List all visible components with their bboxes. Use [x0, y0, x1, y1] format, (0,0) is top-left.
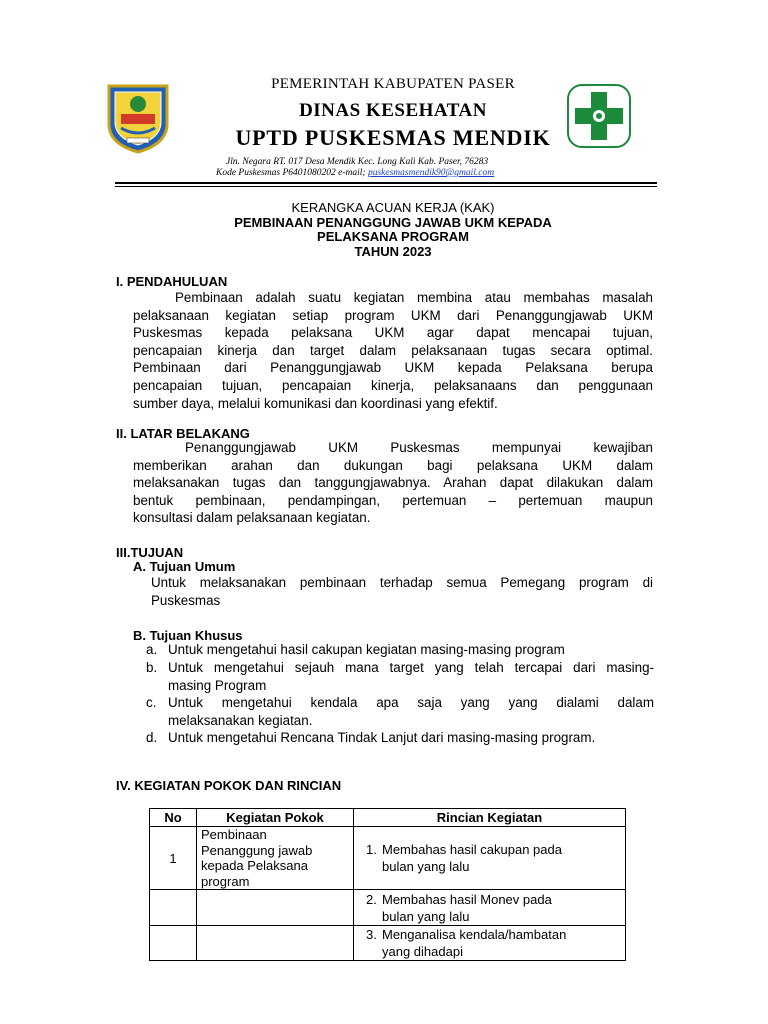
rincian-item — [366, 926, 621, 960]
column-header-no: No — [150, 809, 197, 827]
section-heading-latar-belakang: II. LATAR BELAKANG — [116, 426, 250, 441]
table-row — [150, 827, 626, 890]
rincian-line: Menganalisa kendala/hambatan — [382, 927, 567, 942]
paragraph-line: Puskesmas — [151, 592, 221, 608]
latar-belakang-paragraph — [133, 439, 653, 527]
list-item-text: Untuk mengetahui hasil cakupan kegiatan masing-masing program — [168, 642, 565, 657]
cell-kegiatan-pokok — [197, 827, 354, 890]
table-row — [150, 890, 626, 926]
list-marker: c. — [146, 695, 157, 710]
cell-line: program — [201, 873, 250, 889]
rincian-number: 2. — [366, 891, 377, 907]
cell-kegiatan-pokok — [197, 890, 354, 926]
rincian-line: yang dihadapi — [382, 944, 463, 959]
subheading-tujuan-umum: A. Tujuan Umum — [133, 559, 236, 574]
cell-line: kepada Pelaksana — [201, 858, 308, 873]
tujuan-umum-paragraph — [151, 574, 653, 609]
cell-rincian — [354, 890, 626, 926]
cell-no — [150, 926, 197, 961]
rincian-line: bulan yang lalu — [382, 908, 470, 924]
letterhead-address: Jln. Negara RT. 017 Desa Mendik Kec. Long Kali Kab. Paser, 76283 — [226, 157, 489, 167]
section-heading-tujuan: III.TUJUAN — [116, 545, 184, 560]
table-row — [150, 926, 626, 961]
kegiatan-table — [149, 808, 626, 961]
doc-title-kak: KERANGKA ACUAN KERJA (KAK) — [291, 200, 495, 215]
paragraph-line: pelaksanaan kegiatan setiap program UKM dari Penanggungjawab UKM — [133, 307, 653, 323]
letterhead-code-line — [216, 168, 494, 178]
paragraph-line: bentuk pembinaan, pendampingan, pertemuan – pertemuan maupun — [133, 492, 653, 508]
rincian-item — [366, 841, 621, 875]
paragraph-line: memberikan arahan dan dukungan bagi pelaksana UKM dalam — [133, 457, 653, 473]
cell-no — [150, 890, 197, 926]
rincian-line: bulan yang lalu — [382, 859, 470, 874]
section-heading-kegiatan: IV. KEGIATAN POKOK DAN RINCIAN — [116, 778, 342, 793]
puskesmas-logo — [567, 84, 631, 148]
letterhead-institution: UPTD PUSKESMAS MENDIK — [235, 125, 551, 150]
rincian-item — [366, 891, 621, 925]
list-marker: d. — [146, 730, 158, 745]
rincian-number: 3. — [366, 927, 377, 942]
paragraph-line: Penanggungjawab UKM Puskesmas mempunyai kewajiban — [185, 440, 653, 455]
list-item — [168, 729, 654, 747]
list-item-text: masing Program — [168, 677, 267, 693]
list-item-text: Untuk mengetahui sejauh mana target yang telah tercapai dari masing- — [168, 660, 654, 675]
list-item — [168, 694, 654, 729]
list-marker: b. — [146, 660, 158, 675]
cell-kegiatan-pokok — [197, 926, 354, 961]
column-header-kegiatan-pokok: Kegiatan Pokok — [197, 809, 354, 827]
letterhead-code: Kode Puskesmas P6401080202 e-mail; — [216, 168, 368, 178]
list-item-text: Untuk mengetahui kendala apa saja yang yang dialami dalam — [168, 695, 654, 710]
letterhead-government: PEMERINTAH KABUPATEN PASER — [271, 76, 515, 92]
paragraph-line: melaksanakan tugas dan tanggungjawabnya. Arahan dapat dilakukan dalam — [133, 475, 653, 491]
rincian-number: 1. — [366, 842, 377, 857]
paragraph-line: pencapaian tujuan, pencapaian kinerja, pelaksanaans dan penggunaan — [133, 377, 653, 393]
paragraph-line: konsultasi dalam pelaksanaan kegiatan. — [133, 510, 371, 526]
subheading-tujuan-khusus: B. Tujuan Khusus — [133, 628, 243, 643]
rincian-line: Membahas hasil Monev pada — [382, 891, 552, 907]
cell-rincian — [354, 827, 626, 890]
cell-no: 1 — [150, 827, 197, 890]
cell-line: Pembinaan — [201, 827, 267, 842]
list-item — [168, 641, 654, 659]
letterhead-rule-thin — [115, 186, 657, 187]
letterhead-agency: DINAS KESEHATAN — [299, 100, 487, 121]
doc-title-line2: PEMBINAAN PENANGGUNG JAWAB UKM KEPADA — [234, 215, 552, 230]
paragraph-line: pencapaian kinerja dan target dalam pelaksanaan tugas secara optimal. — [133, 342, 653, 358]
list-item — [168, 659, 654, 694]
column-header-rincian-kegiatan: Rincian Kegiatan — [354, 809, 626, 827]
letterhead-rule — [115, 182, 657, 184]
pendahuluan-paragraph — [133, 289, 653, 412]
cell-rincian — [354, 926, 626, 961]
rincian-line: Membahas hasil cakupan pada — [382, 842, 562, 857]
list-item-text: Untuk mengetahui Rencana Tindak Lanjut dari masing-masing program. — [168, 730, 596, 745]
list-item-text: melaksanakan kegiatan. — [168, 712, 313, 728]
doc-title-line3: PELAKSANA PROGRAM — [317, 229, 469, 244]
paragraph-line: Untuk melaksanakan pembinaan terhadap semua Pemegang program di — [151, 575, 653, 590]
email-link[interactable]: puskesmasmendik90@gmail.com — [367, 168, 495, 178]
paragraph-line: Pembinaan adalah suatu kegiatan membina atau membahas masalah — [175, 290, 653, 305]
table-header-row — [150, 809, 626, 827]
paragraph-line: sumber daya, melalui komunikasi dan koordinasi yang efektif. — [133, 395, 498, 411]
paragraph-line: Pembinaan dari Penanggungjawab UKM kepada Pelaksana berupa — [133, 360, 653, 376]
doc-title-year: TAHUN 2023 — [354, 244, 432, 259]
cell-line: Penanggung jawab — [201, 842, 313, 858]
list-marker: a. — [146, 642, 158, 657]
section-heading-pendahuluan: I. PENDAHULUAN — [116, 274, 228, 289]
paragraph-line: Puskesmas kepada pelaksana UKM agar dapat mencapai tujuan, — [133, 325, 653, 341]
